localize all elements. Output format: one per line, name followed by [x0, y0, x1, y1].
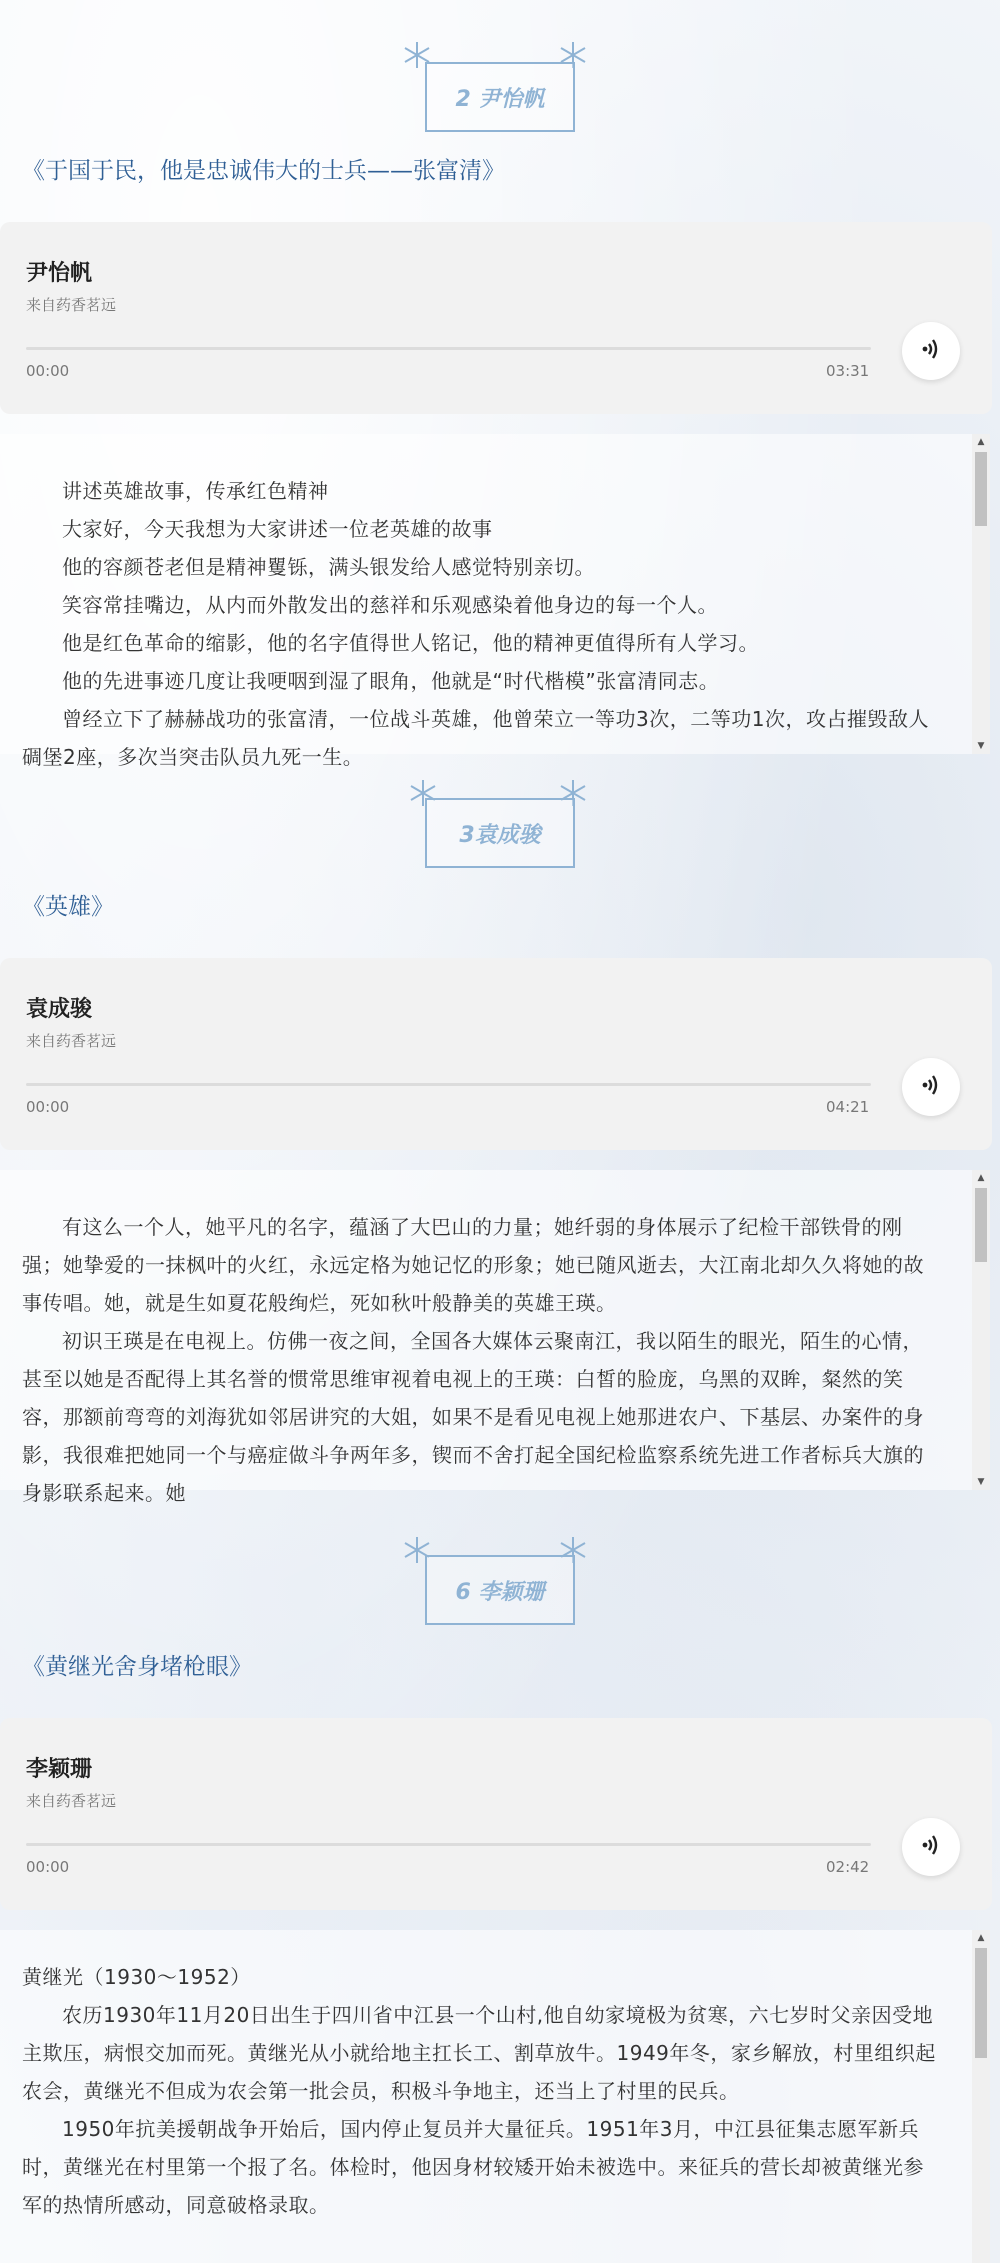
audio-player — [0, 1718, 992, 1910]
time-current: 00:00 — [26, 362, 70, 380]
play-audio-button[interactable] — [902, 322, 960, 380]
time-current: 00:00 — [26, 1098, 70, 1116]
audio-player — [0, 222, 992, 414]
player-source: 来自药香茗远 — [26, 1792, 117, 1810]
story-text — [22, 1958, 942, 2224]
paragraph: 黄继光（1930～1952） — [22, 1965, 251, 1989]
scrollbar[interactable] — [972, 434, 990, 754]
player-name: 李颖珊 — [26, 1757, 93, 1782]
player-source: 来自药香茗远 — [26, 296, 117, 314]
paragraph: 笑容常挂嘴边，从内而外散发出的慈祥和乐观感染着他身边的每一个人。 — [62, 593, 718, 617]
scroll-up-icon[interactable]: ▲ — [977, 1933, 985, 1943]
player-name: 尹怡帆 — [26, 261, 93, 286]
scrollbar[interactable] — [972, 1930, 990, 2263]
scrollbar-thumb[interactable] — [975, 1188, 987, 1262]
paragraph: 他的先进事迹几度让我哽咽到湿了眼角，他就是“时代楷模”张富清同志。 — [62, 669, 720, 693]
audio-player — [0, 958, 992, 1150]
time-total: 02:42 — [826, 1858, 870, 1876]
progress-track[interactable] — [26, 347, 871, 350]
play-audio-button[interactable] — [902, 1058, 960, 1116]
audio-icon — [918, 1072, 944, 1102]
paragraph: 初识王瑛是在电视上。仿佛一夜之间，全国各大媒体云聚南江，我以陌生的眼光，陌生的心情，甚至以她是否配得上其名誉的惯常思维审视着电视上的王瑛：白皙的脸庞，乌黑的双眸，粲然的笑容，那额前弯弯的刘海犹如邻居讲究的大姐，如果不是看见电视上她那进农户、下基层、办案件的身影，我很难把她同一个与癌症做斗争两年多，锲而不舍打起全国纪检监察系统先进工作者标兵大旗的身影联系起来。她 — [22, 1329, 924, 1505]
paragraph: 农历1930年11月20日出生于四川省中江县一个山村,他自幼家境极为贫寒，六七岁时父亲因受地主欺压，病恨交加而死。黄继光从小就给地主扛长工、割草放牛。1949年冬，家乡解放，村里组织起农会，黄继光不但成为农会第一批会员，积极斗争地主，还当上了村里的民兵。 — [22, 2003, 936, 2103]
section-title-2 — [0, 778, 1000, 858]
paragraph: 1950年抗美援朝战争开始后，国内停止复员并大量征兵。1951年3月，中江县征集志愿军新兵时，黄继光在村里第一个报了名。体检时，他因身材较矮开始未被选中。来征兵的营长却被黄继光参军的热情所感动，同意破格录取。 — [22, 2117, 924, 2217]
scrollbar-thumb[interactable] — [975, 452, 987, 526]
paragraph: 大家好，今天我想为大家讲述一位老英雄的故事 — [62, 517, 493, 541]
progress-track[interactable] — [26, 1083, 871, 1086]
story-text-box[interactable] — [0, 1930, 990, 2263]
time-total: 03:31 — [826, 362, 870, 380]
scroll-up-icon[interactable]: ▲ — [977, 1173, 985, 1183]
time-total: 04:21 — [826, 1098, 870, 1116]
paragraph: 曾经立下了赫赫战功的张富清，一位战斗英雄，他曾荣立一等功3次，二等功1次，攻占摧毁敌人碉堡2座，多次当突击队员九死一生。 — [22, 707, 929, 769]
section-title-box — [425, 798, 575, 868]
story-text — [22, 472, 942, 776]
player-name: 袁成骏 — [26, 997, 93, 1022]
paragraph: 有这么一个人，她平凡的名字，蕴涵了大巴山的力量；她纤弱的身体展示了纪检干部铁骨的刚强；她挚爱的一抹枫叶的火红，永远定格为她记忆的形象；她已随风逝去，大江南北却久久将她的故事传唱。她，就是生如夏花般绚烂，死如秋叶般静美的英雄王瑛。 — [22, 1215, 924, 1315]
scrollbar[interactable] — [972, 1170, 990, 1490]
player-source: 来自药香茗远 — [26, 1032, 117, 1050]
story-text-box[interactable] — [0, 434, 990, 769]
section-subtitle: 《于国于民，他是忠诚伟大的士兵——张富清》 — [22, 158, 505, 184]
scroll-down-icon[interactable]: ▼ — [977, 741, 985, 751]
scroll-up-icon[interactable]: ▲ — [977, 437, 985, 447]
audio-icon — [918, 336, 944, 366]
section-title-1 — [0, 40, 1000, 120]
progress-track[interactable] — [26, 1843, 871, 1846]
section-title-text: 2 尹怡帆 — [455, 86, 545, 112]
section-title-text: 3袁成骏 — [459, 822, 541, 848]
scroll-down-icon[interactable]: ▼ — [977, 1477, 985, 1487]
story-text — [22, 1208, 942, 1512]
paragraph: 他是红色革命的缩影，他的名字值得世人铭记，他的精神更值得所有人学习。 — [62, 631, 759, 655]
paragraph: 他的容颜苍老但是精神矍铄，满头银发给人感觉特别亲切。 — [62, 555, 595, 579]
section-title-box — [425, 62, 575, 132]
section-title-text: 6 李颖珊 — [455, 1579, 545, 1605]
section-title-3 — [0, 1535, 1000, 1615]
paragraph: 讲述英雄故事，传承红色精神 — [62, 479, 329, 503]
time-current: 00:00 — [26, 1858, 70, 1876]
section-subtitle: 《英雄》 — [22, 894, 114, 920]
audio-icon — [918, 1832, 944, 1862]
story-text-box[interactable] — [0, 1170, 990, 1505]
section-subtitle: 《黄继光舍身堵枪眼》 — [22, 1654, 252, 1680]
scrollbar-thumb[interactable] — [975, 1948, 987, 2058]
section-title-box — [425, 1555, 575, 1625]
play-audio-button[interactable] — [902, 1818, 960, 1876]
